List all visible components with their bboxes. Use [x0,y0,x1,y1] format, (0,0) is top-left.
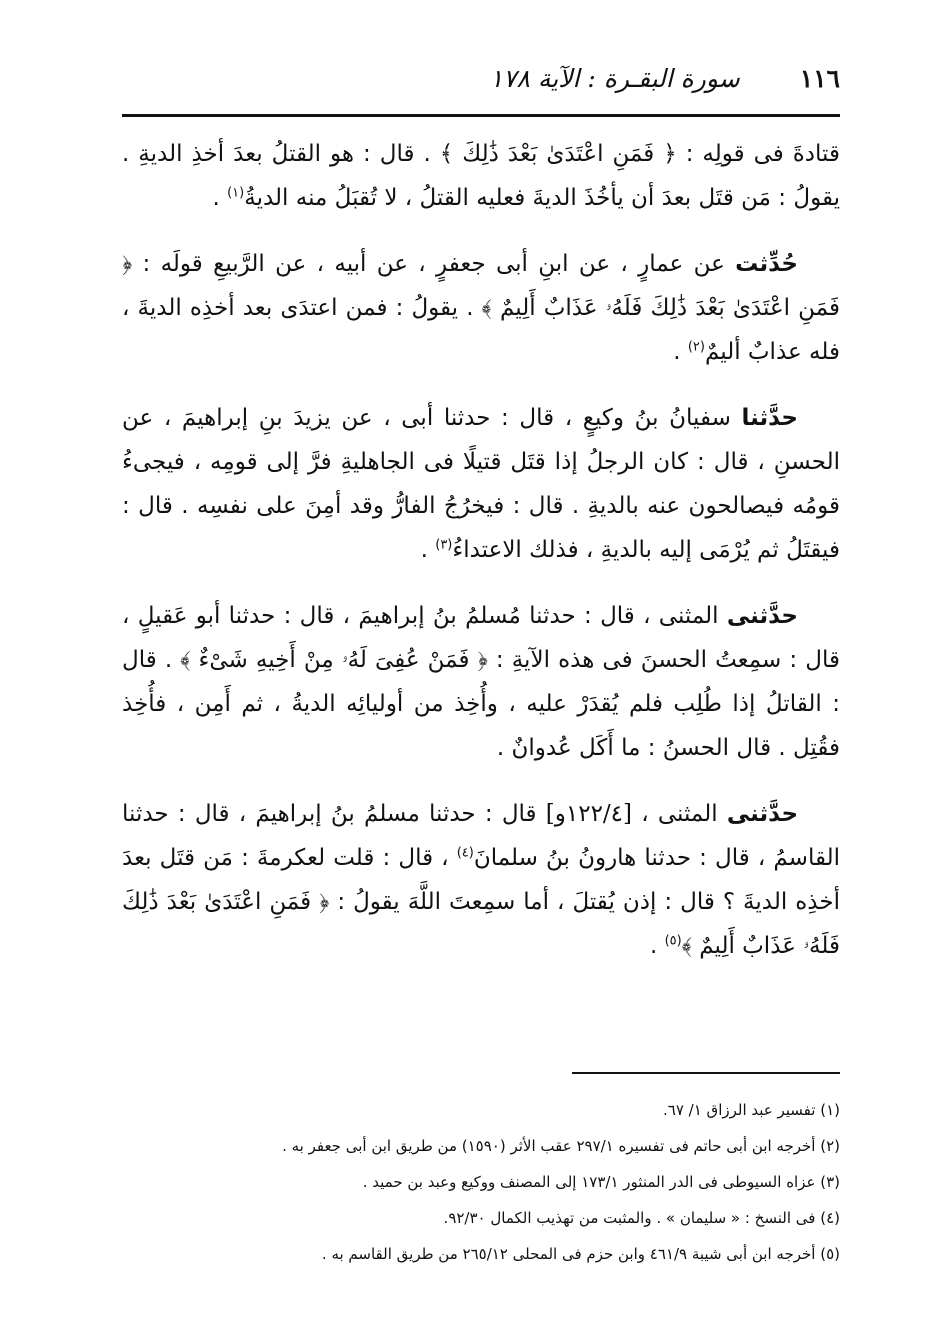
quran-quote: ﴿ فَمَنِ اعْتَدَىٰ بَعْدَ ذَٰلِكَ ﴾ [439,141,677,167]
paragraph-text: المثنى ، [632,801,727,827]
main-text [122,132,840,990]
footnote-ref[interactable]: (٢) [687,339,705,355]
paragraph-1 [122,132,840,220]
paragraph-text: عن عمارٍ ، عن ابنِ أبى جعفرٍ ، عن أبيه ، عن الرَّبيعِ قولَه : [132,251,736,277]
paragraph-3 [122,396,840,572]
footnote-4: (٤) فى النسخ : « سليمان » . والمثبت من تهذيب الكمال ٩٢/٣٠. [443,1209,840,1227]
footnote-ref[interactable]: (١) [227,185,245,201]
paragraph-text: قال : حدثنا مسلمُ بنُ إبراهيمَ ، قال : حدثنا القاسمُ ، قال : حدثنا هارونُ بنُ سلمانَ [122,801,840,871]
paragraph-4 [122,594,840,770]
footnotes [122,1092,840,1272]
paragraph-end: . [420,537,436,563]
paragraph-text: سفيانُ بنُ وكيعٍ ، قال : حدثنا أبى ، عن يزيدَ بنِ إبراهيمَ ، عن الحسنِ ، قال : كان الرجلُ إذا قتَل قتيلًا فى الجاهليةِ فرَّ إلى قومِه ، فيجىءُ قومُه فيصالحون عنه بالديةِ . قال : فيخرُجُ الفارُّ وقد أمِنَ على نفسِه . قال : فيقتَلُ ثم يُرْمَى إليه بالديةِ ، فذلك الاعتداءُ [122,405,840,563]
paragraph-text: المثنى ، قال : حدثنا مُسلمُ بنُ إبراهيمَ ، قال : حدثنا أبو عَقيلٍ ، قال : سمِعتُ الحسنَ فى هذه الآيةِ : [122,603,841,673]
narration-lead: حدَّثنا [741,405,798,431]
paragraph-text: قتادةَ فى قولِه : [676,141,840,167]
footnote-1: (١) تفسير عبد الرزاق ١/ ٦٧. [662,1101,840,1119]
surah-title: سورة البقـرة : الآية ١٧٨ [489,63,740,93]
quran-quote: ﴿ فَمَنْ عُفِىَ لَهُۥ مِنْ أَخِيهِ شَىْءٌ ﴾ [180,647,488,673]
paragraph-2 [122,242,840,374]
paragraph-text: . قال : القاتلُ إذا طُلِب فلم يُقدَرْ عليه ، وأُخِذ من أوليائِه الديةُ ، ثم أَمِن ، فأُخِذ فقُتِل . قال الحسنُ : ما أَكَل عُدوانٌ [122,647,840,761]
page-number: ١١٦ [799,63,840,93]
paragraph-5 [122,792,840,968]
quran-quote: ﴿ فَمَنِ اعْتَدَىٰ بَعْدَ ذَٰلِكَ فَلَهُۥ عَذَابٌ أَلِيمٌ ﴾ [122,889,840,959]
paragraph-end: . [649,933,665,959]
narration-lead: حدَّثنى [726,603,798,629]
narration-lead: حُدِّثت [735,251,798,277]
narration-lead: حدَّثنى [726,801,799,827]
footnote-ref[interactable]: (٥) [664,933,682,949]
footnote-2: (٢) أخرجه ابن أبى حاتم فى تفسيره ٢٩٧/١ عقب الأثر (١٥٩٠) من طريق ابن أبى جعفر به . [282,1137,840,1155]
running-header [122,58,840,98]
paragraph-text: ، قال : قلت لعكرمةَ : مَن قتَل بعدَ أخذِه الديةَ ؟ قال : إذن يُقتلَ ، أما سمِعتَ اللَّهَ يقولُ : [122,845,840,915]
footnote-rule [572,1072,840,1074]
footnote-ref[interactable]: (٤) [456,845,474,861]
footnote-3: (٣) عزاه السيوطى فى الدر المنثور ١٧٣/١ إلى المصنف ووكيع وعبد بن حميد . [362,1173,840,1191]
paragraph-end: . [212,185,228,211]
paragraph-end: . [673,339,688,365]
paragraph-end: . [496,735,512,761]
paragraph-text: . قال : هو القتلُ بعدَ أخذِ الديةِ . يقولُ : مَن قتَل بعدَ أن يأخُذَ الديةَ فعليه القتلُ ، لا تُقبَلُ منه الديةُ [122,141,840,211]
quran-quote: ﴿ فَمَنِ اعْتَدَىٰ بَعْدَ ذَٰلِكَ فَلَهُۥ عَذَابٌ أَلِيمٌ ﴾ [122,251,840,321]
footnote-5: (٥) أخرجه ابن أبى شيبة ٤٦١/٩ وابن حزم فى المحلى ٢٦٥/١٢ من طريق القاسم به . [321,1245,840,1263]
paragraph-text: . يقولُ : فمن اعتدَى بعد أخذِه الديةَ ، فله عذابٌ أليمٌ [122,295,840,365]
header-rule [122,114,840,117]
manuscript-folio-ref: [١٢٢/٤و] [545,801,633,827]
footnote-ref[interactable]: (٣) [435,537,453,553]
